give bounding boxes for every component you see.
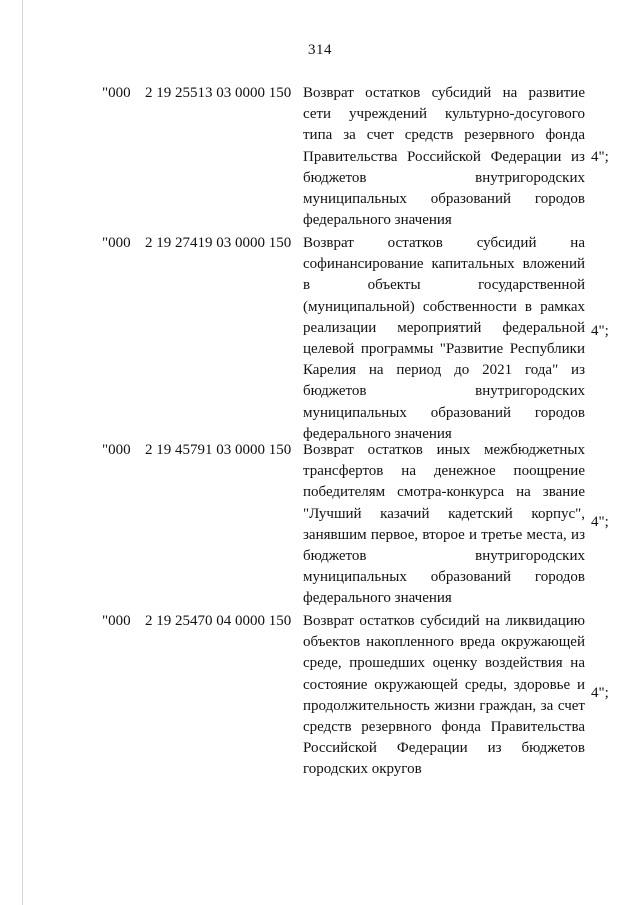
page-number: 314 — [308, 42, 332, 58]
entry-description: Возврат остатков субсидий на ликвидацию объектов накопленного вреда окружающей среде, прошедших оценку воздействия на состояние окружающей среды, здоровье и продолжительность жизни граждан, за счет средств резервного фонда Правительства Российской Федерации из бюджетов городских округов — [303, 613, 585, 778]
budget-classification-code: 2 19 25470 04 0000 150 — [145, 613, 292, 629]
entry-description: Возврат остатков субсидий на софинансирование капитальных вложений в объекты государственной (муниципальной) собственности в рамках реализации мероприятий федеральной целевой программы "Развитие Республики Карелия на период до 2021 года" из бюджетов внутригородских муниципальных образований городов федерального значения — [303, 235, 585, 442]
entry-suffix: 4"; — [591, 323, 609, 339]
entry-prefix: "000 — [102, 613, 131, 629]
entry-description: Возврат остатков субсидий на развитие сети учреждений культурно-досугового типа за счет средств резервного фонда Правительства Российской Федерации из бюджетов внутригородских муниципальных образований городов федерального значения — [303, 85, 585, 229]
entry-suffix: 4"; — [591, 685, 609, 701]
scan-edge-line — [22, 0, 23, 905]
budget-classification-code: 2 19 27419 03 0000 150 — [145, 235, 292, 251]
entry-prefix: "000 — [102, 442, 131, 458]
entry-suffix: 4"; — [591, 149, 609, 165]
budget-classification-code: 2 19 25513 03 0000 150 — [145, 85, 292, 101]
entry-description: Возврат остатков иных межбюджетных трансфертов на денежное поощрение победителям смотра-конкурса на звание "Лучший казачий кадетский корпус", занявшим первое, второе и третье места, из бюджетов внутригородских муниципальных образований городов федерального значения — [303, 442, 585, 607]
entry-prefix: "000 — [102, 235, 131, 251]
entry-prefix: "000 — [102, 85, 131, 101]
budget-classification-code: 2 19 45791 03 0000 150 — [145, 442, 292, 458]
entry-suffix: 4"; — [591, 514, 609, 530]
